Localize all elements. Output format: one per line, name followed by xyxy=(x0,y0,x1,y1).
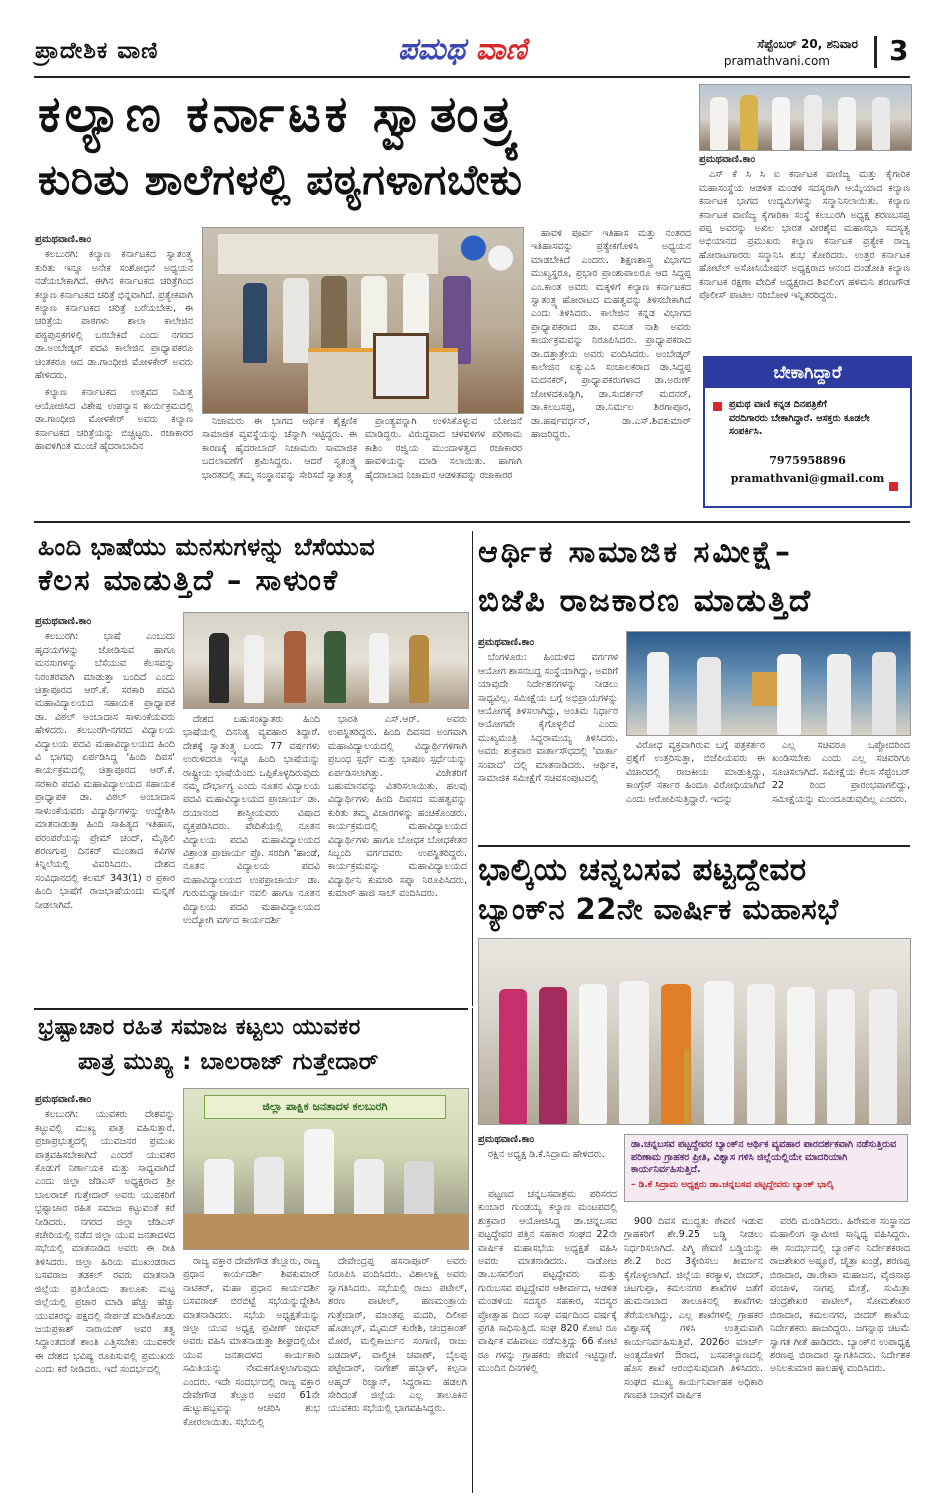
story5-byline: ಪ್ರಮಥವಾಣಿ.ಕಾಂ xyxy=(35,1094,92,1105)
person xyxy=(710,97,728,150)
section-rule xyxy=(478,845,910,847)
story5-photo xyxy=(183,1088,469,1250)
story1-col3 xyxy=(365,415,522,507)
story4-callout xyxy=(624,1134,908,1202)
person xyxy=(872,97,890,150)
newspaper-logo xyxy=(398,32,527,67)
column-rule xyxy=(472,1008,473,1493)
person xyxy=(539,987,567,1124)
issue-date: ಸೆಪ್ಟೆಂಬರ್ 20, ಶನಿವಾರ xyxy=(757,37,858,51)
section-title: ಪ್ರಾದೇಶಿಕ ವಾಣಿ xyxy=(35,38,159,64)
story2-col3 xyxy=(328,713,467,1003)
story4-headline-line1: ಭಾಲ್ಕಿಯ ಚನ್ನಬಸವ ಪಟ್ಟದ್ದೇವರ xyxy=(478,852,807,888)
story3-photo xyxy=(626,631,911,736)
story5-paragraph: ರಾಜ್ಯ ವಕ್ತಾರ ದೇವೇಗೌಡ ತೆಲ್ಲೂರು, ರಾಜ್ಯ ಪ್ರಧಾನ ಕಾರ್ಯದರ್ಶಿ ಶಿವಕುಮಾರ್ ನಾಟಿಕರ್, ಮಹಾ ಪ್ರಧಾನ ಕಾರ್ಯದರ್ಶಿ ಬಸವರಾಜ್ ಬಿರಬಿಟ್ಟೆ ಸಭೆಯನ್ನುದ್ದೇಶಿಸಿ ಮಾತನಾಡಿದರು. ಸಭೆಯ ಅಧ್ಯಕ್ಷತೆಯನ್ನು ಜಿಲ್ಲಾ ಯುವ ಅಧ್ಯಕ್ಷ ಪ್ರವೀಣ್ ಜಾಧವ್ ಅವರು ವಹಿಸಿ ಮಾತನಾಡುತ್ತಾ ಶೀಘ್ರದಲ್ಲಿಯೇ ಯುವ ಜನತಾದಳದ ಕಾರ್ಯಕಾರಿ ಸಮಿತಿಯನ್ನು ನೇಮಕಗೊಳ್ಳಲಾಗುವುದು ಎಂದರು. ಇದೇ ಸಂದರ್ಭದಲ್ಲಿ ರಾಜ್ಯ ವಕ್ತಾರ ದೇವೇಗೌಡ ತೆಲ್ಲೂರ ಅವರ 61ನೇ ಹುಟ್ಟುಹಬ್ಬವನ್ನು ಆಚರಿಸಿ ಶುಭ ಕೋರಲಾಯಿತು. ಸಭೆಯಲ್ಲಿ xyxy=(183,1256,320,1428)
callout-quote: ಡಾ.ಚನ್ನಬಸವ ಪಟ್ಟದ್ದೇವರ ಬ್ಯಾಂಕ್‌ನ ಆರ್ಥಿಕ ವ್ಯವಹಾರ ಪಾರದರ್ಶಕವಾಗಿ ನಡೆಸುತ್ತಿರುವ ಪರಿಣಾಮ ಗ್ರಾಹಕರ ಪ್ರೀತಿ, ವಿಶ್ವಾಸ ಗಳಿಸಿ ಜಿಲ್ಲೆಯಲ್ಲಿಯೇ ಮಾದರಿಯಾಗಿ ಕಾರ್ಯನಿರ್ವಹಿಸುತ್ತಿದೆ. xyxy=(631,1139,897,1175)
story3-paragraph: ವಿರೋಧ ವ್ಯಕ್ತವಾಗಿರುವ ಬಗ್ಗೆ ಪತ್ರಕರ್ತರ ಪ್ರಶ್ನೆಗೆ ಉತ್ತರಿಸುತ್ತಾ, ಬಿಜೆಪಿಯವರು ಈ ವಿಚಾರದಲ್ಲಿ ರಾಜಕೀಯ ಮಾಡುತ್ತಿದ್ದು, ಕಾಂಗ್ರೆಸ್ ಸರ್ಕಾರ ಹಿಂದೂ ವಿರೋಧಿಯಾಗಿದೆ ಎಂದು ಆರೋಪಿಸುತ್ತಿದ್ದಾರೆ. ಇದನ್ನು xyxy=(626,740,765,805)
story5-paragraph: ದೇವೇಂದ್ರಪ್ಪ ಹಸನಾಪೂರ್ ಅವರು ನಿರೂಪಿಸಿ ವಂದಿಸಿದರು. ವಿಶಾಲಾಕ್ಷಿ ಅವರು ಸ್ವಾಗತಿಸಿದರು. ಸಭೆಯಲ್ಲಿ ರಾಜು ಪಟೇಲ್, ಶರಣ ಪಾಟೀಲ್, ಹಣಮಂತ್ರಾಯ ಗುತ್ತೇದಾರ್, ಮಾಂತಪ್ಪ ಮದರಿ, ದಿಲೀಪ ಹೊಡಲ್ಕರ್, ಮೈಮದ್ ಕುರೇಶಿ, ಚಂದ್ರಕಾಂತ್ ಮೋರೆ, ಮಲ್ಲಿಕಾರ್ಜುನ ಸಂಗಾಣಿ, ರಾಜು ಬಡದಾಳ್, ವಾಲ್ಮೀಕಿ ಚವಾಣ್, ಬೈಲಪ್ಪ ಪಟ್ಟೇದಾರ್, ನಾಗೇಶ್ ಹಬ್ಬಾಳ್, ಕಲ್ಪನಾ ಅಹ್ಮದ್ ರಿಜ್ವಾನ್, ಸಿದ್ದರಾಮ ಹಡಲಗಿ ಸೇರಿದಂತೆ ಜಿಲ್ಲೆಯ ಎಲ್ಲ ತಾಲೂಕಿನ ಯುವಕರು ಸಭೆಯಲ್ಲಿ ಭಾಗವಹಿಸಿದ್ದರು. xyxy=(328,1256,467,1415)
story2-paragraph: ದೇಶದ ಬಹುಸಂಖ್ಯಾತರು ಹಿಂದಿ ಭಾಷೆಯಲ್ಲಿ ದಿನನಿತ್ಯ ವ್ಯವಹಾರ ತಿದ್ದಾರೆ. ದೇಶಕ್ಕೆ ಸ್ವಾತಂತ್ರ್ಯ ಬಂದು 77 ವರ್ಷಗಳು ಉರುಳಿದರೂ ಇನ್ನೂ ಹಿಂದಿ ಭಾಷೆಯನ್ನು ರಾಷ್ಟ್ರೀಯ ಭಾಷೆಯೆಂದು ಒಪ್ಪಿಕೊಳ್ಳದಿರುವುದು ನಮ್ಮ ದೌರ್ಭಾಗ್ಯ ಎಂದು ನೂತನ ವಿದ್ಯಾಲಯ ಪದವಿ ಮಹಾವಿದ್ಯಾಲಯದ ಪ್ರಾಚಾರ್ಯ ಡಾ. ದಯಾನಂದ ಶಾಸ್ತ್ರೀಯವರು ವಿಷಾದ ವ್ಯಕ್ತಪಡಿಸಿದರು. ವೇದಿಕೆಯಲ್ಲಿ ನೂತನ ವಿದ್ಯಾಲಯ ಪದವಿ ಮಹಾವಿದ್ಯಾಲಯದ ವಿಶ್ರಾಂತ ಪ್ರಾಚಾರ್ಯ ಪ್ರೊ. ಸರದಿಗಿ 'ಹಾಂಡೆ, ನೂತನ ವಿದ್ಯಾಲಯ ಪದವಿ ಮಹಾವಿದ್ಯಾಲಯದ ಉಪಪ್ರಾಚಾರ್ಯ ಡಾ. ಗುರುಮಧ್ವಾಚಾರ್ಯ ನವಲಿ ಹಾಗೂ ನೂತನ ವಿದ್ಯಾಲಯ ಪದವಿ ಮಹಾವಿದ್ಯಾಲಯದ ಉದ್ಯೋಗಿ ವರ್ಗದ ಕಾರ್ಯದರ್ಶಿ xyxy=(183,714,320,927)
portrait-frame xyxy=(373,333,429,399)
ad-bullet-icon xyxy=(713,402,722,411)
logo-part-a: ಪಮಥ xyxy=(398,32,466,67)
balloon-cluster xyxy=(453,228,521,278)
person xyxy=(324,631,346,703)
story3-paragraph: ಬೆಂಗಳೂರು: ಹಿಂದುಳಿದ ವರ್ಗಗಳ ಆಯೋಗ ಶಾಸನಬದ್ಧ ಸಂಸ್ಥೆಯಾಗಿದ್ದು, ಅವರಿಗೆ ಯಾವುದೇ ನಿರ್ದೇಶನಗಳನ್ನು ನೀಡಲು ಸಾಧ್ಯವಿಲ್ಲ. ಸಮೀಕ್ಷೆಯ ಬಗ್ಗೆ ಅಭಿಪ್ರಾಯಗಳನ್ನು ಆಯೋಗಕ್ಕೆ ತಿಳಿಸಲಾಗಿದ್ದು, ಅಂತಿಮ ನಿರ್ಧಾರ ಆಯೋಗವೇ ಕೈಗೊಳ್ಳಲಿದೆ ಎಂದು ಮುಖ್ಯಮಂತ್ರಿ ಸಿದ್ದರಾಮಯ್ಯ ತಿಳಿಸಿದರು. ಅವರು ಶುಕ್ರವಾರ ವಾರ್ತಾಸೌಧದಲ್ಲಿ 'ವಾರ್ತಾ ಸಂವಾದ' ದಲ್ಲಿ ಮಾತನಾಡಿದರು. ಆರ್ಥಿಕ, ಸಾಮಾಜಿಕ ಸಮೀಕ್ಷೆಗೆ ಸಚಿವಸಂಪುಟದಲ್ಲಿ xyxy=(478,652,618,785)
person xyxy=(647,652,669,735)
story1-paragraph: ಪ್ರಾಂತ್ಯವನ್ನಾಗಿ ಉಳಿಸಿಕೊಳ್ಳುವ ಯೋಜನೆ ಮಾಡಿದ್ದರು. ವಿರುದ್ಧವಾದ ಚಳವಳಿಗಳ ಪರಿಣಾಮ ಕಾಶಿಂ ರಜ್ವಿಯ ಮುಂದಾಳತ್ವದ ರಜಾಕಾರರ ಹಾವಳಿಯನ್ನು ಮಾಡಿ ಸಲಾಯಿತು. ಹಾಗಾಗಿ ಹೈದರಾಬಾದ ನಿಜಾಮರ ಆಡಳಿತವನ್ನು ರಜಾಕಾರರ xyxy=(365,416,522,481)
story1-col4 xyxy=(531,227,691,507)
story1-byline: ಪ್ರಮಥವಾಣಿ.ಕಾಂ xyxy=(35,234,92,245)
banner-backdrop xyxy=(218,234,438,274)
story2-headline-line2: ಕೆಲಸ ಮಾಡುತ್ತಿದೆ – ಸಾಳುಂಕೆ xyxy=(38,563,340,597)
story1-col1 xyxy=(35,233,193,505)
story3-col3 xyxy=(772,739,910,835)
person xyxy=(409,635,429,703)
story3-headline-line2: ಬಿಜೆಪಿ ರಾಜಕಾರಣ ಮಾಡುತ್ತಿದೆ xyxy=(478,583,813,619)
person xyxy=(740,95,758,150)
person xyxy=(283,278,309,363)
story2-col2 xyxy=(183,713,320,1003)
person xyxy=(284,631,306,703)
story4-paragraph: ಪಟ್ಟಣದ ಚನ್ನಬಸವಾಶ್ರಮ ಪರಿಸರದ ಕುಂಬಾರ ಗುಂಡಯ್ಯ ಕಲ್ಯಾಣ ಮಂಟಪದಲ್ಲಿ ಶುಕ್ರವಾರ ಆಯೋಜಿಸಿದ್ದ ಡಾ.ಚನ್ನಬಸವ ಪಟ್ಟದ್ದೇವರ ಪತ್ತಿನ ಸಹಕಾರ ಸಂಘದ 22ನೇ ವಾರ್ಷಿಕ ಮಹಾಸಭೆಯ ಅಧ್ಯಕ್ಷತೆ ವಹಿಸಿ ಅವರು ಮಾತನಾಡಿದರು. ನಾಡೋಜ ಡಾ.ಬಸವಲಿಂಗ ಪಟ್ಟದ್ದೇವರು ಮತ್ತು ಗುರುಬಸವ ಪಟ್ಟದ್ದೇವರ ಆಶೀರ್ವಾದ, ಆಡಳಿತ ಮಂಡಳಿಯ ಸದಸ್ಯರ ಸಹಕಾರ, ಸದಸ್ಯರ ಪ್ರೋತ್ಸಾಹ ದಿಂದ ಸಂಘ ವರ್ಷದಿಂದ ವರ್ಷಕ್ಕೆ ಪ್ರಗತಿ ಸಾಧಿಸುತ್ತಿದೆ. ಸಂಘ 820 ಕೋಟಿ ರೂ ವಾರ್ಷಿಕ ವಹಿವಾಟು ನಡೆಸುತ್ತಿದ್ದು 66 ಕೋಟಿ ರೂ ಗಳನ್ನು ಗ್ರಾಹಕರು ಠೇವಣಿ ಇಟ್ಟಿದ್ದಾರೆ. ಮುಂದಿನ ದಿನಗಳಲ್ಲಿ xyxy=(478,1189,617,1375)
person xyxy=(838,97,856,150)
ad-title: ಬೇಕಾಗಿದ್ದಾರೆ xyxy=(705,358,910,388)
person xyxy=(747,984,775,1124)
story4-byline: ಪ್ರಮಥವಾಣಿ.ಕಾಂ xyxy=(478,1134,535,1145)
story1-paragraph: ಕಲಬುರಗಿ: ಕಲ್ಯಾಣ ಕರ್ನಾಟಕದ ಸ್ವಾತಂತ್ರ್ಯ ಕುರಿತು ಇನ್ನೂ ಅನೇಕ ಸಂಶೋಧನೆ ಅಧ್ಯಯನ ನಡೆಯಬೇಕಾಗಿದೆ. ಈಗಿನ ಕರ್ನಾಟಕದ ಚರಿತ್ರೆಗಿಂದ ಕಲ್ಯಾಣ ಕರ್ನಾಟಕದ ಚರಿತ್ರೆ ಭಿನ್ನವಾಗಿದೆ. ಪ್ರತ್ಯೇಕವಾಗಿ ಕಲ್ಯಾಣ ಕರ್ನಾಟಕದ ಚರಿತ್ರೆ ಬರೆಯಬೇಕು, ಈ ಚರಿತ್ರೆಯ ಪಾಠಗಳು ಶಾಲಾ ಕಾಲೇಜಿನ ಪಠ್ಯಪುಸ್ತಕಗಳಲ್ಲಿ ಬರಬೇಕಿದೆ ಎಂದು ನಗರದ ಡಾ.ಅಂಬೇಡ್ಕರ್ ಪದವಿ ಕಾಲೇಜಿನ ಪ್ರಾಧ್ಯಾಪಕರೂ ಚಿಂತಕರೂ ಆದ ಡಾ.ಗಾಂಧೀಜಿ ಮೋಳಕೇರ್ ಅವರು ಹೇಳಿದರು. xyxy=(35,249,193,382)
story5-col1 xyxy=(35,1093,175,1491)
story4-col2 xyxy=(624,1215,763,1488)
side-story-body xyxy=(699,153,910,345)
meeting-table xyxy=(184,1214,468,1249)
story1-photo xyxy=(202,227,524,414)
ad-line2: ವರದಿಗಾರರು ಬೇಕಾಗಿದ್ದಾರೆ. ಆಸಕ್ತರು ಕೂಡಲೇ ಸಂಪರ್ಕಿಸಿ. xyxy=(729,413,870,437)
person xyxy=(827,989,855,1124)
person xyxy=(697,657,721,735)
column-rule xyxy=(472,531,473,1006)
logo-part-b: ವಾಣಿ xyxy=(475,32,527,67)
story4-paragraph: ರಕ್ಷಿನ ಅಧ್ಯಕ್ಷ ಡಿ.ಕೆ.ಸಿದ್ರಾಮ ಹೇಳಿದರು. xyxy=(488,1149,605,1161)
person xyxy=(869,989,897,1124)
story5-col2 xyxy=(183,1255,320,1491)
story5-paragraph: ಕಲಬುರಗಿ: ಯುವಕರು ದೇಶವನ್ನು ಕಟ್ಟುವಲ್ಲಿ ಮುಖ್ಯ ಪಾತ್ರ ವಹಿಸುತ್ತಾರೆ. ಪ್ರಜಾಪ್ರಭುತ್ವದಲ್ಲಿ ಯುವಜನರ ಪ್ರಮುಖ ಪಾತ್ರವಹಿಸಬೇಕಾಗಿದೆ ಎಂದರೆ ಯುವಕರ ಕೊಡುಗೆ ನಿರ್ಣಾಯಕ ಮತ್ತು ಸಾಧ್ಯವಾಗಿದೆ ಎಂದು ಜಿಲ್ಲಾ ಜೆಡಿಎಸ್ ಅಧ್ಯಕ್ಷರಾದ ಶ್ರೀ ಬಾಲರಾಜ್ ಗುತ್ತೇದಾರ್ ಅವರು ಯುವಕರಿಗೆ ಭ್ರಷ್ಟಾಚಾರ ರಹಿತ ಸಮಾಜ ಕಟ್ಟುವಂತೆ ಕರೆ ನೀಡಿದರು. ನಗರದ ಜಿಲ್ಲಾ ಜೆಡಿಎಸ್ ಕಚೇರಿಯಲ್ಲಿ ನಡೆದ ಜಿಲ್ಲಾ ಯುವ ಜನತಾದಳದ ಸಭೆಯಲ್ಲಿ ಮಾತನಾಡಿದ ಅವರು ಈ ರೀತಿ ತಿಳಿಸಿದರು. ಜಿಲ್ಲಾ ಹಿರಿಯ ಮುಖಂಡರಾದ ಬಸವರಾಜ ತಡಕಲ್ ರವರು ಮಾತನಾಡಿ ಜಿಲ್ಲೆಯ ಪ್ರತಿಯೊಂದು ತಾಲೂಕು ಮಟ್ಟ ಜಿಲ್ಲೆಯಲ್ಲಿ ಪ್ರಚಾರ ಮಾಡಿ ಹೆಚ್ಚು ಹೆಚ್ಚು ಯುವಕರನ್ನು ಪಕ್ಷದಲ್ಲಿ ಸೇರ್ಪಡೆ ಮಾಡಿಕೊಂಡು ಜಯಪ್ರಕಾಶ್ ನಾರಾಯಣ್ ಅವರ ತತ್ವ ಸಿದ್ಧಾಂತದಂತೆ ಶಾಂತಿ ಎತ್ತಿಸಬೇಕು ಯುವಕರೇ ಈ ದೇಶದ ಭವಿಷ್ಯ ರೂಪಿಸುವಲ್ಲಿ ಪ್ರಮುಖರು ಎಂದು ಕರೆ ನೀಡಿದರು. ಇದೆ ಸಂದರ್ಭದಲ್ಲಿ xyxy=(35,1109,175,1376)
person xyxy=(827,654,851,735)
person xyxy=(209,633,229,703)
story3-paragraph: ಎಲ್ಲ ಸಚಿವರೂ ಒಪ್ಪೋದರಿಂದ ಖಂಡಿಸಬೇಕು ಎಂದು ಎಲ್ಲ ಸಚಿವರಿಗೂ ಸೂಚಿಸಲಾಗಿದೆ. ಸಮೀಕ್ಷೆಯ ಕೆಲಸ ಸೆಪ್ಟೆಂಬರ್ 22 ರಿಂದ ಪ್ರಾರಂಭವಾಗಲಿದ್ದು, ಸಮೀಕ್ಷೆಯನ್ನು ಮುಂದೂಡುವುದಿಲ್ಲ ಎಂದರು. xyxy=(772,740,910,805)
page-number-divider xyxy=(874,36,877,68)
person xyxy=(619,981,649,1124)
story1-paragraph: ಹಾವಳಿ ಪೂರ್ವ ಇತಿಹಾಸ ಮತ್ತು ನಂತರದ ಇತಿಹಾಸವನ್ನು ಪ್ರತ್ಯೇಕಗೊಳಿಸಿ ಅಧ್ಯಯನ ಮಾಡಬೇಕಿದೆ ಎಂದರು. ಶಿಕ್ಷಣಶಾಸ್ತ್ರ ವಿಭಾಗದ ಮುಖ್ಯಸ್ಥರೂ, ಪ್ರಭಾರ ಪ್ರಾಂಶುಪಾಲರೂ ಆದ ಸಿದ್ದಪ್ಪ ಎಂ.ಕಾಂತ ಅವರು ಮಕ್ಕಳಿಗೆ ಕಲ್ಯಾಣ ಕರ್ನಾಟಕದ ಸ್ವಾತಂತ್ರ್ಯ ಹೋರಾಟದ ಮಹತ್ವವನ್ನು ತಿಳಿಸಬೇಕಾಗಿದೆ ಎಂದು ತಿಳಿಸಿದರು. ಕಾಲೇಜಿನ ಕನ್ನಡ ವಿಭಾಗದ ಪ್ರಾಧ್ಯಾಪಕರಾದ ಡಾ. ವಸಂತ ನಾಶಿ ಅವರು ಕಾರ್ಯಕ್ರಮವನ್ನು ನಿರೂಪಿಸಿದರು. ಪ್ರಾಧ್ಯಾಪಕರಾದ ಡಾ.ದತ್ತಾತ್ರೇಯ ಅವರು ವಂದಿಸಿದರು. ಅಂಬೇಡ್ಕರ್ ಕಾಲೇಜಿನ ಐಕ್ಯುಎಸಿ ಸಂಚಾಲಕರಾದ ಡಾ.ಸಿದ್ದಪ್ಪ ಮದನಕರ್, ಪ್ರಾಧ್ಯಾಪಕರುಗಳಾದ ಡಾ.ಅರುಣ್ ಜೋಳದಕೂಡ್ಲಿಗಿ, ಡಾ.ಸುದರ್ಶನ್ ಮದನರ್, ಡಾ.ಕಲಬಸಪ್ಪ, ಡಾ.ನಿರ್ಮಲ ಶಿರಗಾಪೂರ, ಡಾ.ಹರ್ಷವರ್ಧನ್, ಡಾ.ಎಸ್.ಶಿವಕುಮಾರ್ ಹಾಜರಿದ್ದರು. xyxy=(531,228,691,441)
masthead-rule xyxy=(34,76,910,78)
story5-headline-line2: ಪಾತ್ರ ಮುಖ್ಯ : ಬಾಲರಾಜ್ ಗುತ್ತೇದಾರ್ xyxy=(78,1049,379,1075)
story5-col3 xyxy=(328,1255,467,1491)
story4-paragraph: 900 ದಿವಸ ಮುದ್ದತು ಠೇವಣಿ ಇಡುವ ಗ್ರಾಹಕರಿಗೆ ಶೇ.9.25 ಬಡ್ಡಿ ನೀಡಲು ನಿರ್ಧರಿಸಲಾಗಿದೆ. ಪಿಗ್ಮಿ ಠೇವಣಿ ಬಡ್ಡಿಯನ್ನು ಶೇ.2 ರಿಂದ 3ಕ್ಕೇರಿಸಲು ತೀರ್ಮಾನ ಕೈಗೊಳ್ಳಲಾಗಿದೆ. ಜಿಲ್ಲೆಯ ಕರಕ್ಯಾಳ, ಬೀದರ್, ಚಿಟಗುಪ್ಪಾ, ಕಮಲನಗರ ಶಾಖೆಗಳ ಜತೆಗೆ ಹುಮನಾಬಾದ ತಾಲೂಕಿನಲ್ಲಿ ಶಾಖೆಗಳು ತೆರೆಯಲಾಗಿದ್ದು, ಎಲ್ಲ ಶಾಖೆಗಳಲ್ಲಿ ಗ್ರಾಹಕರ ವಿಶ್ವಾಸಕ್ಕೆ ಗಳಿಸಿ ಉತ್ತಮವಾಗಿ ಕಾರ್ಯನಿರ್ವಹಿಸುತ್ತಿವೆ. 2026ರ ಮಾರ್ಚ್ ಅಂತ್ಯದೊಳಗೆ ಔರಾದ, ಬಸವಕಲ್ಯಾಣದಲ್ಲಿ ಹೊಸ ಶಾಖೆ ಆರಂಭಿಸುವುದಾಗಿ ತಿಳಿಸಿದರು. ಸಂಘದ ಮುಖ್ಯ ಕಾರ್ಯನಿರ್ವಾಹಕ ಅಧಿಕಾರಿ ಗಣಪತಿ ಬಾವುಗೆ ವಾರ್ಷಿಕ xyxy=(624,1216,763,1402)
story1-paragraph: ಕಲ್ಯಾಣ ಕರ್ನಾಟಕದ ಉತ್ಸವದ ನಿಮಿತ್ತ ಆಯೋಜಿಸಿದ ವಿಶೇಷ ಉಪನ್ಯಾಸ ಕಾರ್ಯಕ್ರಮದಲ್ಲಿ ಡಾ.ಗಾಂಧೀಜಿ ಮೋಳಕೇರ್ ಅವರು ಕಲ್ಯಾಣ ಕರ್ನಾಟಕದ ಚರಿತ್ರೆಯನ್ನು ಬಿಚ್ಚಿಟ್ಟರು. ರಜಾಕಾರರ ಹಾವಳಿಗಿಂತ ಮುಂಚೆ ಹೈದರಾಬಾದಿನ xyxy=(35,387,193,453)
person xyxy=(244,635,264,703)
party-banner xyxy=(204,1095,446,1119)
person xyxy=(499,989,527,1124)
person xyxy=(369,633,389,703)
wanted-ad xyxy=(703,356,912,508)
story4-photo xyxy=(478,938,911,1125)
lamp-stand xyxy=(684,1049,690,1124)
story5-headline-line1: ಭ್ರಷ್ಟಾಚಾರ ರಹಿತ ಸಮಾಜ ಕಟ್ಟಲು ಯುವಕರ xyxy=(38,1015,361,1040)
person xyxy=(787,987,815,1124)
story3-headline-line1: ಆರ್ಥಿಕ ಸಾಮಾಜಿಕ ಸಮೀಕ್ಷೆ– xyxy=(478,535,794,570)
side-story-photo xyxy=(699,84,912,151)
story1-paragraph: ನಿಜಾಮರು ಈ ಭಾಗದ ಆರ್ಥಿಕ ಶೈಕ್ಷಣಿಕ ಸಾಮಾಜಿಕ ವ್ಯವಸ್ಥೆಯನ್ನು ಚೆನ್ನಾಗಿ ಇಟ್ಟಿದ್ದರು. ಈ ಕಾರಣಕ್ಕೆ ಹೈದರಾಬಾದ್ ನಿಜಾಮರು ಸಾಮಾಜಿಕ ಬದಲಾವಣೆಗೆ ಶ್ರಮಿಸಿದ್ದರು. ಆದರೆ ಸ್ವತಂತ್ರ್ಯ ಭಾರತದಲ್ಲಿ ತಮ್ಮ ಸಂಸ್ಥಾನವನ್ನು ಸೇರಿಸದೆ ಸ್ವಾತಂತ್ರ್ಯ xyxy=(202,416,357,481)
story2-photo xyxy=(183,612,469,709)
website: pramathvani.com xyxy=(723,54,830,68)
story2-paragraph: ಭಾರತಿ ಎಸ್.ಆರ್. ಅವರು ಉಪಸ್ಥಿತರಿದ್ದರು. ಹಿಂದಿ ದಿವಸದ ಅಂಗವಾಗಿ ಮಹಾವಿದ್ಯಾಲಯದಲ್ಲಿ ವಿದ್ಯಾರ್ಥಿಗಳಿಗಾಗಿ ಪ್ರಬಂಧ ಸ್ಪರ್ಧೆ ಮತ್ತು ಭಾಷಣ ಸ್ಪರ್ಧೆಯನ್ನು ಏರ್ಪಡಿಸಲಾಗಿತ್ತು. ವಿಜೇತರಿಗೆ ಬಹುಮಾನವನ್ನು ವಿತರಿಸಲಾಯಿತು. ಹಲವು ವಿದ್ಯಾರ್ಥಿಗಳು ಹಿಂದಿ ದಿವಸದ ಮಹತ್ವವನ್ನು ಕುರಿತು ತಮ್ಮ ವಿಚಾರಗಳನ್ನು ಹಂಚಿಕೊಂಡರು. ಕಾರ್ಯಕ್ರಮದಲ್ಲಿ ಮಹಾವಿದ್ಯಾಲಯದ ವಿದ್ಯಾರ್ಥಿಗಳು ಹಾಗೂ ಬೋಧಕ ಬೋಧಕೇತರ ಸಿಬ್ಬಂದಿ ವರ್ಗದವರು ಉಪಸ್ಥಿತರಿದ್ದರು. ಕಾರ್ಯಕ್ರಮವನ್ನು ಮಹಾವಿದ್ಯಾಲಯದ ವಿದ್ಯಾರ್ಥಿನಿ ಕುಮಾರಿ ಸಪ್ನಾ ನಿರೂಪಿಸಿದರು, ಕುಮಾರ್ ಹಾಜಿ ಸಾಬ್ ವಂದಿಸಿದರು. xyxy=(328,714,467,900)
story1-headline-line1: ಕಲ್ಯಾಣ ಕರ್ನಾಟಕ ಸ್ವಾತಂತ್ರ್ಯ xyxy=(38,85,524,143)
story2-byline: ಪ್ರಮಥವಾಣಿ.ಕಾಂ xyxy=(35,616,92,627)
side-story-byline: ಪ್ರಮಥವಾಣಿ.ಕಾಂ xyxy=(699,154,756,165)
side-story-paragraph: ಎಸ್ ಕೆ ಸಿ ಸಿ ಐ ಕರ್ನಾಟಕ ವಾಣಿಜ್ಯ ಮತ್ತು ಕೈಗಾರಿಕ ಮಹಾಸಂಸ್ಥೆಯ ಆಡಳಿತ ಮಂಡಳಿ ಸದಸ್ಯರಾಗಿ ಆಯ್ಕೆಯಾದ ಕಲ್ಯಾಣ ಕರ್ನಾಟಕ ಭಾಗದ ಉದ್ಯಮಿಗಳನ್ನು ಸನ್ಮಾನಿಸಲಾಯಿತು. ಕಲ್ಯಾಣ ಕರ್ನಾಟಕ ವಾಣಿಜ್ಯ ಕೈಗಾರಿಕಾ ಸಂಸ್ಥೆ ಕಲಬುರಗಿ ಅಧ್ಯಕ್ಷ ಶರಣಬಸಪ್ಪ ಪಪ್ಪ ಅವರನ್ನು ಅಖಿಲ ಭಾರತ ವೀರಶೈವ ಮಹಾಸಭಾ ಸದಸ್ಯತ್ವ ಅಭಿಯಾನದ ಪ್ರಮುಖರು ಕಲ್ಯಾಣ ಕರ್ನಾಟಕ ಪ್ರತ್ಯೇಕ ರಾಜ್ಯ ಹೋರಾಟಗಾರರು ಸನ್ಮಾನಿಸಿ ಶುಭ ಕೋರಿದರು. ಉತ್ತರ ಕರ್ನಾಟಕ ಹೋಟೆಲ್ ಅಸೋಸಿಯೇಷನ್ ಅಧ್ಯಕ್ಷರಾದ ಆನಂದ ದಂಡೋತಿ ಕಲ್ಯಾಣ ಕರ್ನಾಟಕ ರಕ್ಷಣಾ ವೇದಿಕೆ ಅಧ್ಯಕ್ಷರಾದ ಶಿವಲಿಂಗ ಹಳಿಮನಿ ಶರಣಗೌಡ ಪೊಲೀಸ್ ಪಾಟೀಲ ನರಿಬೋಳ ಇನ್ನಿತರರಿದ್ದರು. xyxy=(699,169,910,302)
book-cover xyxy=(752,672,780,706)
story4-col3 xyxy=(770,1215,910,1488)
person xyxy=(804,95,822,150)
person xyxy=(243,283,267,363)
story4-lead xyxy=(478,1133,617,1183)
story1-headline-line2: ಕುರಿತು ಶಾಲೆಗಳಲ್ಲಿ ಪಠ್ಯಗಳಾಗಬೇಕು xyxy=(38,155,523,204)
page-number: 3 xyxy=(889,34,909,67)
story3-col2 xyxy=(626,739,765,835)
story3-byline: ಪ್ರಮಥವಾಣಿ.ಕಾಂ xyxy=(478,637,535,648)
story1-col2 xyxy=(202,415,357,507)
banner-text: ಜಿಲ್ಲಾ ಪಾಕ್ಷಿಕ ಜನತಾದಳ ಕಲಬುರಗಿ xyxy=(262,1100,388,1113)
story2-paragraph: ಕಲಬುರಗಿ: ಭಾಷೆ ಎಂಬುದು ಹೃದಯಗಳನ್ನು ಜೋಡಿಸುವ ಹಾಗೂ ಮನಸುಗಳನ್ನು ಬೆಸೆಯುವ ಕೆಲಸವನ್ನು ನಿರಂತರವಾಗಿ ಮಾಡುತ್ತಾ ಬಂದಿದೆ ಎಂದು ಚಿತ್ತಾಪೂರದ ಆರ್.ಕೆ. ಸರಕಾರಿ ಪದವಿ ಮಹಾವಿದ್ಯಾಲಯದ ಸಹಾಯಕ ಪ್ರಾಧ್ಯಾಪಕ ಡಾ. ವಿಠಲ್ ಅಂಬಾದಾಸ ಸಾಳುಂಕೆಯವರು ಹೇಳಿದರು. ಕಲಬುರಗಿ-ನಗರದ ವಿದ್ಯಾಲಯ ವಿದ್ಯಾಲಯ ಪದವಿ ಮಹಾವಿದ್ಯಾಲಯದ ಹಿಂದಿ ವಿ ಭಾಗವು ಏರ್ಪಡಿಸಿದ್ದ 'ಹಿಂದಿ ದಿವಸ' ಕಾರ್ಯಕ್ರಮದಲ್ಲಿ ಚಿತ್ತಾಪೂರದ ಆರ್.ಕೆ. ಸರಕಾರಿ ಪದವಿ ಮಹಾವಿದ್ಯಾಲಯದ ಸಹಾಯಕ ಪ್ರಾಧ್ಯಾಪಕ ಡಾ. ವಿಠಲ್ ಅಂಬಾದಾಸ ಸಾಳುಂಕೆಯವರು ವಿದ್ಯಾರ್ಥಿಗಳನ್ನು ಉದ್ದೇಶಿಸಿ ಮಾತನಾಡುತ್ತಾ ಹಿಂದಿ ಸಾಹಿತ್ಯದ ಇತಿಹಾಸ, ಪರಂಪರೆಯನ್ನು ಪ್ರೇಮ್ ಚಂದ್, ಮೈಥಿಲಿ ಶರಣಗುಪ್ತ ದಿನಕರ್ ಮುಂತಾದ ಕವಿಗಳ ಕಿನ್ನಿಲೆಯಲ್ಲಿ ವಿವರಿಸಿದರು. ದೇಶದ ಸಂವಿಧಾನದಲ್ಲಿ ಕಲಮ್ 343(1) ರ ಪ್ರಕಾರ ಹಿಂದಿ ಭಾಷೆಗೆ ರಾಜಭಾಷೆಯಂದು ಮನ್ನಣೆ ನೀಡಲಾಗಿದೆ. xyxy=(35,631,175,911)
section-rule xyxy=(34,1008,468,1010)
ad-email: pramathvani@gmail.com xyxy=(730,472,885,485)
callout-attribution: – ಡಿ.ಕೆ ಸಿದ್ರಾಮ ಅಧ್ಯಕ್ಷರು ಡಾ.ಚನ್ನಬಸವ ಪಟ್ಟದ್ದೇವರು ಬ್ಯಾಂಕ್ ಭಾಲ್ಕಿ xyxy=(631,1179,834,1190)
ad-line1: ಪ್ರಮಥ ವಾಣಿ ಕನ್ನಡ ದಿನಪತ್ರಿಕೆಗೆ xyxy=(729,399,827,410)
story2-headline-line1: ಹಿಂದಿ ಭಾಷೆಯು ಮನಸುಗಳನ್ನು ಬೆಸೆಯುವ xyxy=(38,533,376,561)
person xyxy=(579,984,607,1124)
story4-paragraph: ವರದಿ ಮಂಡಿಸಿದರು. ಹಿರೇಮಠ ಸಂಸ್ಥಾನದ ಮಹಾಲಿಂಗ ಸ್ವಾಮೀಜಿ ಸಾನ್ನಿಧ್ಯ ವಹಿಸಿದ್ದರು. ಈ ಸಂದರ್ಭದಲ್ಲಿ ಬ್ಯಾಂಕ್‌ನ ನಿರ್ದೇಶಕರಾದ ರಾಜಶೇಖರ ಅಷ್ಟೂರೆ, ಚೈತ್ರಾ ಖಂಡ್ರೆ, ಶರಣಪ್ಪ ಬಿರಾದಾರ, ಡಾ.ರೇಖಾ ಮಹಾಜನ, ವೈಜಿನಾಥ ಪಂಚಾಳ, ನಾಗಪ್ಪ ಮೇತ್ರೆ, ಸುಮಿತ್ರಾ ಚಂದ್ರಶೇಖರ ಪಾಟೀಲ್, ಸೋಮಶೇಖರ ಬಿರಾದಾರ, ಕಮಲನಗರ, ಬೀದರ್ ಶಾಖೆಯ ನಿರ್ದೇಶಕರು ಹಾಜರಿದ್ದರು. ಜಗನ್ನಾಥ ಚಿಟಮೆ ಸ್ವಾಗತ ಗೀತೆ ಹಾಡಿದರು. ಬ್ಯಾಂಕ್‌ನ ಉಪಾಧ್ಯಕ್ಷ ಶರಣಪ್ಪ ಬಿರಾದಾರ ಸ್ವಾಗತಿಸಿದರು. ನಿರ್ದೇಶಕ ಅನಿಲಕುಮಾರ ಹಾಲಹಳ್ಳಿ ವಂದಿಸಿದರು. xyxy=(770,1216,910,1375)
story3-col1 xyxy=(478,636,618,836)
person xyxy=(777,654,801,735)
story4-headline-line2: ಬ್ಯಾಂಕ್‌ನ 22ನೇ ವಾರ್ಷಿಕ ಮಹಾಸಭೆ xyxy=(478,892,839,926)
person xyxy=(704,981,734,1124)
section-rule xyxy=(34,521,910,523)
person xyxy=(772,97,790,150)
person xyxy=(872,652,896,735)
ad-phone: 7975958896 xyxy=(769,454,846,467)
story4-col1 xyxy=(478,1188,617,1488)
story2-col1 xyxy=(35,615,175,1003)
